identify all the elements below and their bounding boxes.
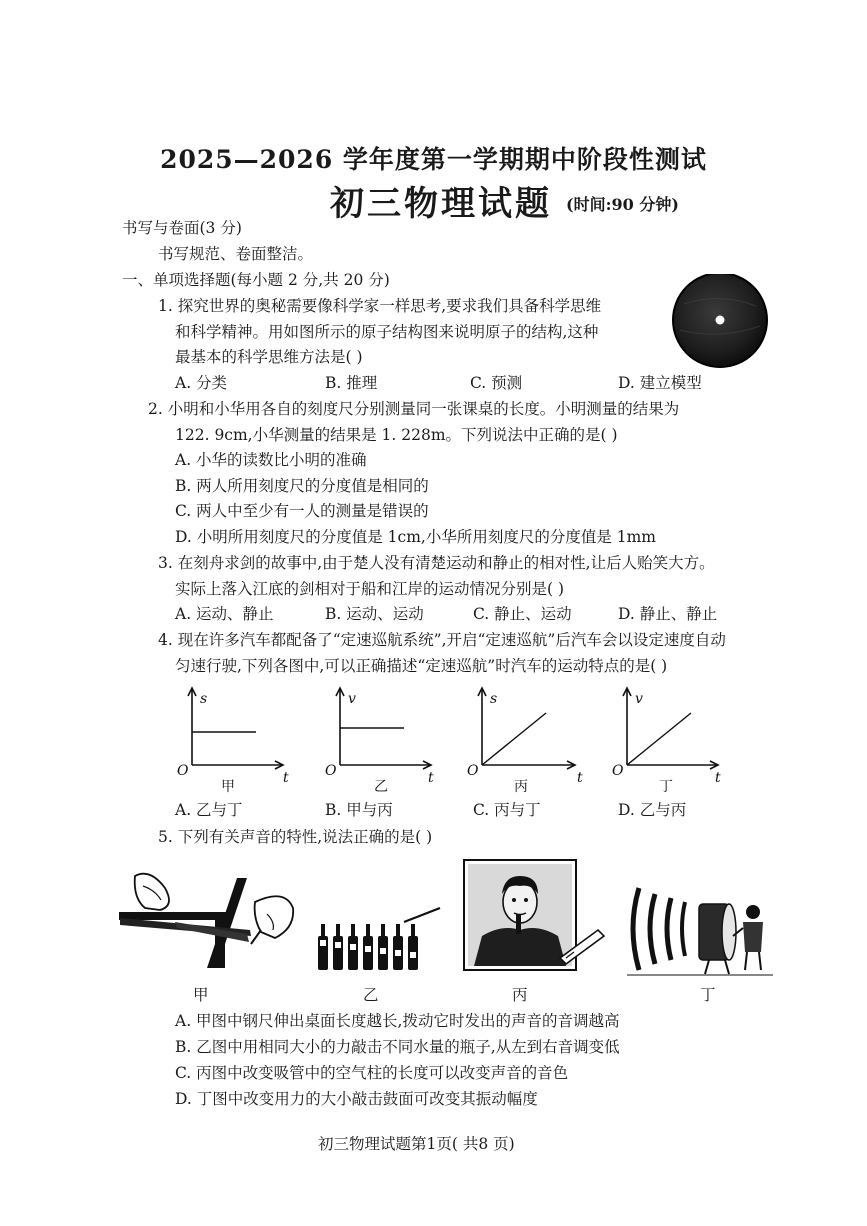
exam-title: 初三物理试题 xyxy=(330,184,552,224)
q3-option-b: B. 运动、运动 xyxy=(325,605,424,623)
graph-bing-xlabel: t xyxy=(577,770,583,786)
q5-caption-bing: 丙 xyxy=(512,986,528,1004)
q3-line2: 实际上落入江底的剑相对于船和江岸的运动情况分别是( ) xyxy=(175,580,565,598)
q4-line2: 匀速行驶,下列各图中,可以正确描述“定速巡航”时汽车的运动特点的是( ) xyxy=(175,657,668,675)
q1-line3: 最基本的科学思维方法是( ) xyxy=(175,348,363,366)
graph-bing-caption: 丙 xyxy=(514,779,528,795)
q5-option-b: B. 乙图中用相同大小的力敲击不同水量的瓶子,从左到右音调变低 xyxy=(175,1038,620,1056)
graph-jia-caption: 甲 xyxy=(221,779,235,795)
graph-jia xyxy=(170,683,295,798)
q4-line1: 4. 现在许多汽车都配备了“定速巡航系统”,开启“定速巡航”后汽车会以设定速度自动 xyxy=(158,631,726,649)
q4-option-a: A. 乙与丁 xyxy=(175,801,243,819)
exam-title-line1: 2025—2026 学年度第一学期期中阶段性测试 xyxy=(160,145,707,174)
graph-ding-xlabel: t xyxy=(715,770,721,786)
q1-option-d: D. 建立模型 xyxy=(618,374,702,392)
page-footer: 初三物理试题第1页( 共8 页) xyxy=(318,1135,515,1153)
graph-yi-ylabel: v xyxy=(348,691,356,707)
q1-option-a: A. 分类 xyxy=(175,374,228,392)
writing-heading: 书写与卷面(3 分) xyxy=(122,219,242,237)
q2-option-a: A. 小华的读数比小明的准确 xyxy=(175,451,367,469)
q5-option-c: C. 丙图中改变吸管中的空气柱的长度可以改变声音的音色 xyxy=(175,1064,569,1082)
graph-bing xyxy=(460,683,585,798)
graph-bing-origin: O xyxy=(467,763,479,779)
graph-ding-caption: 丁 xyxy=(659,779,673,795)
q2-option-b: B. 两人所用刻度尺的分度值是相同的 xyxy=(175,477,429,495)
q4-option-c: C. 丙与丁 xyxy=(473,801,541,819)
q2-line1: 2. 小明和小华用各自的刻度尺分别测量同一张课桌的长度。小明测量的结果为 xyxy=(148,400,680,418)
q1-line1: 1. 探究世界的奥秘需要像科学家一样思考,要求我们具备科学思维 xyxy=(158,297,602,315)
atom-structure-image xyxy=(670,274,770,374)
graph-ding xyxy=(605,683,730,798)
writing-text: 书写规范、卷面整洁。 xyxy=(158,245,314,263)
q5-caption-yi: 乙 xyxy=(363,986,379,1004)
graph-jia-origin: O xyxy=(177,763,189,779)
exam-time-note: (时间:90 分钟) xyxy=(566,195,679,214)
graph-yi xyxy=(318,683,443,798)
drum-sound-waves-image xyxy=(625,878,775,978)
graph-bing-ylabel: s xyxy=(490,691,498,707)
graph-yi-xlabel: t xyxy=(428,770,434,786)
ruler-on-table-image xyxy=(115,868,300,978)
q5-line1: 5. 下列有关声音的特性,说法正确的是( ) xyxy=(158,828,433,846)
graph-jia-ylabel: s xyxy=(200,691,208,707)
q2-option-c: C. 两人中至少有一人的测量是错误的 xyxy=(175,502,429,520)
q3-line1: 3. 在刻舟求剑的故事中,由于楚人没有清楚运动和静止的相对性,让后人贻笑大方。 xyxy=(158,554,715,572)
q4-option-d: D. 乙与丙 xyxy=(618,801,687,819)
q4-option-b: B. 甲与丙 xyxy=(325,801,393,819)
q5-option-a: A. 甲图中钢尺伸出桌面长度越长,拨动它时发出的声音的音调越高 xyxy=(175,1012,620,1030)
q1-line2: 和科学精神。用如图所示的原子结构图来说明原子的结构,这种 xyxy=(175,323,599,341)
q3-option-c: C. 静止、运动 xyxy=(473,605,572,623)
graph-yi-origin: O xyxy=(325,763,337,779)
graph-yi-caption: 乙 xyxy=(374,779,388,795)
q2-line2: 122. 9cm,小华测量的结果是 1. 228m。下列说法中正确的是( ) xyxy=(175,426,618,444)
water-bottles-image xyxy=(312,898,447,976)
q1-option-b: B. 推理 xyxy=(325,374,378,392)
q1-option-c: C. 预测 xyxy=(470,374,523,392)
q5-caption-ding: 丁 xyxy=(700,986,716,1004)
q5-option-d: D. 丁图中改变用力的大小敲击鼓面可改变其振动幅度 xyxy=(175,1090,538,1108)
section1-heading: 一、单项选择题(每小题 2 分,共 20 分) xyxy=(122,271,390,289)
graph-ding-origin: O xyxy=(612,763,624,779)
graph-jia-xlabel: t xyxy=(283,770,289,786)
q5-caption-jia: 甲 xyxy=(193,986,209,1004)
q3-option-a: A. 运动、静止 xyxy=(175,605,274,623)
person-blowing-straw-image xyxy=(462,858,610,976)
q2-option-d: D. 小明所用刻度尺的分度值是 1cm,小华所用刻度尺的分度值是 1mm xyxy=(175,528,657,546)
graph-ding-ylabel: v xyxy=(635,691,643,707)
q3-option-d: D. 静止、静止 xyxy=(618,605,718,623)
